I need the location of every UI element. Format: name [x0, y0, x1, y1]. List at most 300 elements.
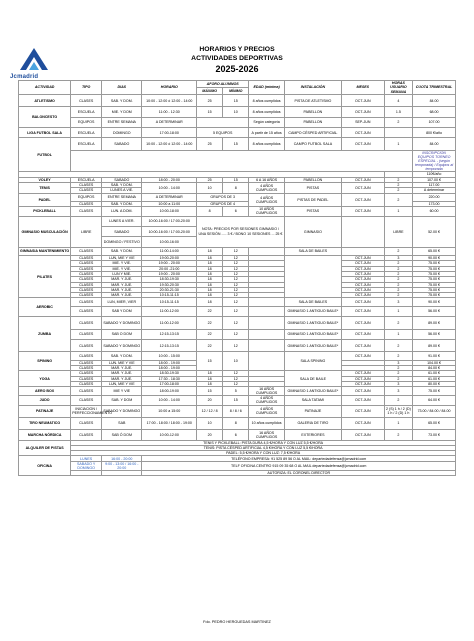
table-cell: 20 — [197, 430, 223, 440]
table-cell: 8 — [223, 182, 249, 193]
table-cell: 75.00 € — [413, 282, 456, 287]
table-cell: 800 €/año — [413, 128, 456, 138]
table-cell: 73.00 € — [413, 430, 456, 440]
table-cell — [249, 339, 285, 351]
table-cell: ESCUELA — [71, 128, 102, 138]
table-cell: 3 — [384, 298, 412, 306]
table-cell: CLASES — [71, 188, 102, 193]
table-cell: MIE Y VIE — [102, 387, 142, 396]
table-cell: 12 — [223, 277, 249, 282]
table-cell: LUN. MIE Y VIE — [102, 360, 142, 365]
activity-name: PATINAJE — [19, 405, 71, 417]
table-cell: 110€/año — [413, 172, 456, 177]
table-cell: 2 — [384, 177, 412, 182]
table-cell: CLASES — [71, 417, 102, 429]
table-cell: 12 — [223, 247, 249, 255]
table-row — [19, 471, 456, 476]
table-cell: 2 — [384, 430, 412, 440]
table-cell: EQUIPOS — [71, 117, 102, 127]
table-cell: CLASES — [71, 352, 102, 360]
table-cell: 18 — [197, 261, 223, 266]
table-cell: 1.5 — [384, 107, 412, 117]
table-cell: 10:00 - 14:00 — [142, 182, 197, 193]
table-cell: PISTAS — [284, 207, 341, 216]
table-cell: SALA DE BAILES — [284, 298, 341, 306]
table-cell: 4 AÑOS CUMPLIDOS — [249, 405, 285, 417]
table-cell: LIBRE — [384, 216, 412, 247]
table-cell: 65.00 € — [413, 417, 456, 429]
table-cell: 75.00 € — [413, 293, 456, 298]
table-cell: 19:00 - 20:00 — [142, 261, 197, 266]
table-cell: 8 años cumplidos — [249, 138, 285, 150]
table-cell: 22 — [197, 329, 223, 339]
table-cell: 18:00-19:00 — [142, 387, 197, 396]
activity-name: GIMNASIA MANTENIMIENTO — [19, 247, 71, 255]
table-cell: ENTRE SEMANA — [102, 117, 142, 127]
table-cell: OCT-JUN — [341, 287, 384, 292]
title-line-2: ACTIVIDADES DEPORTIVAS — [191, 55, 283, 62]
table-cell: 19:30-20:30 — [142, 282, 197, 287]
table-cell: 220.00 — [413, 193, 456, 201]
table-cell: 10:00 - 15:00 — [142, 352, 197, 360]
table-row — [19, 387, 456, 396]
table-cell: OCT-JUN — [341, 352, 384, 360]
table-cell: GIMNASIO 1 ANTIGUO BAILE* — [284, 387, 341, 396]
table-cell: 15 — [223, 138, 249, 150]
table-cell: 2 — [384, 271, 412, 276]
table-cell: 10 — [197, 182, 223, 193]
table-cell: SEP-JUN — [341, 117, 384, 127]
table-row — [19, 417, 456, 429]
table-cell: MAR. Y JUE. — [102, 277, 142, 282]
table-cell: 3 — [384, 387, 412, 396]
table-cell: LUN. A DOM. — [102, 207, 142, 216]
table-row — [19, 107, 456, 117]
header-aforo: AFORO ALUMNOS — [197, 81, 249, 88]
activity-name: YOGA — [19, 371, 71, 387]
table-cell: EQUIPOS — [71, 193, 102, 201]
table-cell: 12 — [223, 287, 249, 292]
table-cell: CLASES — [71, 182, 102, 187]
table-cell: 6 A 16 AÑOS — [249, 177, 285, 182]
table-cell — [102, 471, 142, 476]
table-cell: LUN, MIE Y VIE — [102, 256, 142, 261]
table-cell: 17:00-18:00 — [142, 128, 197, 138]
header-cuota: CUOTA TRIMESTRAL — [413, 81, 456, 95]
table-cell: MAR. Y JUE. — [102, 282, 142, 287]
table-cell: CLASES — [71, 271, 102, 276]
table-cell: CLASES — [71, 317, 102, 329]
table-cell — [71, 150, 413, 172]
activity-name: FUTBOL — [19, 138, 71, 172]
table-cell: 2 — [384, 287, 412, 292]
table-cell: 2 — [384, 193, 412, 207]
header-edad: EDAD (mínima) — [249, 81, 285, 95]
table-cell: 1 — [384, 207, 412, 216]
header-horario: HORARIO — [142, 81, 197, 95]
table-cell: 80.00 € — [413, 381, 456, 386]
table-cell: 17:00 - 18:00 / 18:00 - 19:00 — [142, 417, 197, 429]
table-cell: MAR. Y JUE. — [102, 287, 142, 292]
table-cell: SAB. Y DOM — [102, 396, 142, 405]
table-cell: 10:00-12:00 — [142, 430, 197, 440]
table-cell: SAB. Y DOM. — [102, 182, 142, 187]
activity-name: SPINING — [19, 352, 71, 371]
table-cell: CLASES — [71, 298, 102, 306]
table-cell: 117.00 — [413, 182, 456, 187]
table-cell: TELÉFONO EMPRESA: 91 525 89 56 O AL MAIL: departedadefensa@jcmadrid.com — [142, 456, 456, 461]
table-cell — [197, 117, 249, 127]
table-cell: OCT-JUN — [341, 405, 384, 417]
table-cell: 8 años cumplidos — [249, 95, 285, 107]
table-cell: OCT-JUN — [341, 107, 384, 117]
table-row — [19, 430, 456, 440]
table-cell: 8 — [223, 417, 249, 429]
table-cell: 3 — [384, 256, 412, 261]
table-cell: 22 — [197, 339, 223, 351]
table-cell: CLASES — [71, 247, 102, 255]
table-cell: 2 — [384, 376, 412, 381]
table-cell: 12 — [223, 376, 249, 381]
table-cell: 91.00 € — [413, 352, 456, 360]
table-cell: 5 — [223, 387, 249, 396]
table-cell: CLASES — [71, 266, 102, 271]
table-cell: 10:00-16:00 / 17:00-20:00 — [142, 226, 197, 236]
table-cell: LUNES A VIE. — [102, 188, 142, 193]
table-cell: DOMINGO / FESTIVO — [102, 237, 142, 247]
table-cell: 15 — [197, 387, 223, 396]
activity-name: AERO BOX — [19, 387, 71, 396]
table-cell: 18:00 - 19:00 — [142, 360, 197, 365]
table-cell: 2 — [384, 352, 412, 360]
header-meses: MESES — [341, 81, 384, 95]
table-row — [19, 150, 456, 172]
table-cell: MAR. Y JUE. — [102, 365, 142, 370]
table-cell: OCT-JUN — [341, 95, 384, 107]
table-cell: SAB. Y DOM. — [102, 247, 142, 255]
table-cell: 90.00 € — [413, 256, 456, 261]
table-cell: 17:30 - 18:30 — [142, 376, 197, 381]
table-cell: 18 — [197, 298, 223, 306]
table-cell: 18:00 - 19:00 — [142, 365, 197, 370]
table-cell: OCT-JUN — [341, 381, 384, 386]
table-cell: 15 — [197, 107, 223, 117]
table-cell: 4 AÑOS CUMPLIDOS — [249, 193, 285, 207]
table-cell: 11:00-12:00 — [142, 306, 197, 316]
table-cell: SALA TATAMI — [284, 396, 341, 405]
table-cell: PADEL: 5,5 €/HORA Y CON LUZ: 7,5 €/HORA — [71, 451, 456, 456]
table-cell: 10 — [223, 107, 249, 117]
table-cell: 1 — [384, 329, 412, 339]
table-cell: 18 — [197, 371, 223, 376]
table-cell — [341, 247, 384, 255]
table-row — [19, 117, 456, 127]
table-cell: 18:30-19:30 — [142, 277, 197, 282]
table-cell: 89.00 € — [413, 339, 456, 351]
table-cell: 10 AÑOS CUMPLIDOS — [249, 207, 285, 216]
table-cell: 12 — [223, 266, 249, 271]
table-cell: 25 — [197, 138, 223, 150]
table-cell: 1 — [384, 306, 412, 316]
table-cell: 68.00 — [413, 107, 456, 117]
table-row — [19, 306, 456, 316]
table-cell: OCT-JUN — [341, 306, 384, 316]
table-cell: 18 — [197, 376, 223, 381]
table-cell: 2 — [384, 339, 412, 351]
table-cell: OCT-JUN — [341, 256, 384, 261]
table-cell: 61.00 € — [413, 371, 456, 376]
table-cell: CLASES — [71, 381, 102, 386]
table-cell: 2 — [384, 277, 412, 282]
table-cell: 75.00 € — [413, 277, 456, 282]
activity-name: VOLEY — [19, 177, 71, 182]
table-cell: CLASES — [71, 282, 102, 287]
table-cell: CLASES — [71, 201, 102, 206]
table-cell: MIE. Y VIE. — [102, 266, 142, 271]
table-cell: 12 — [223, 329, 249, 339]
table-cell: GRUPOS DE 4 — [197, 201, 249, 206]
table-cell: GIMNASIO 1 ANTIGUO BAILE* — [284, 306, 341, 316]
table-cell: 20:30-21:30 — [142, 287, 197, 292]
table-cell — [341, 216, 384, 247]
schedule-body — [19, 95, 456, 476]
table-cell: 2 (S) 1 h / 2 (D) 1 h / 2 (D) 1 h — [384, 405, 412, 417]
table-cell: OCT-JUN — [341, 339, 384, 351]
table-cell: 2 — [384, 371, 412, 376]
table-cell: CLASES — [71, 277, 102, 282]
table-cell: A determinar — [413, 188, 456, 193]
activity-name: TIRO NEUMATICO — [19, 417, 71, 429]
table-cell: PABELLON — [284, 117, 341, 127]
title-year: 2025-2026 — [215, 64, 259, 74]
table-cell: 12 — [223, 293, 249, 298]
table-cell: OCT-JUN — [341, 193, 384, 207]
table-row — [19, 396, 456, 405]
table-cell: 10:15-11:15 — [142, 293, 197, 298]
table-cell: SAB. Y DOM. — [102, 352, 142, 360]
table-cell: GRUPOS DE 3 — [197, 193, 249, 201]
table-cell: SAB — [102, 417, 142, 429]
table-cell: SAB O DOM — [102, 329, 142, 339]
activity-name: PICKLEBALL — [19, 207, 71, 216]
table-cell: 17:00-18:00 — [142, 381, 197, 386]
activity-name: JUDO — [19, 396, 71, 405]
table-cell: CLASES — [71, 371, 102, 376]
title-line-1: HORARIOS Y PRECIOS — [199, 46, 275, 53]
table-cell: 6 — [223, 430, 249, 440]
table-cell: 12 / 12 / 8 — [197, 405, 223, 417]
table-cell: 4 AÑOS CUMPLIDOS — [249, 396, 285, 405]
table-cell: SALA SPINING — [284, 352, 341, 371]
table-cell: SABADO Y DOMINGO — [102, 317, 142, 329]
table-cell: 2 — [384, 266, 412, 271]
table-cell: 75.00 € — [413, 261, 456, 266]
table-cell: 19:00-20:00 — [142, 256, 197, 261]
table-cell: EXTERIORES — [284, 430, 341, 440]
table-cell: 61.00 € — [413, 376, 456, 381]
table-row — [19, 128, 456, 138]
table-cell: 15 — [197, 352, 223, 371]
table-cell: 2 — [384, 117, 412, 127]
table-cell: A DETERMINAR — [142, 117, 197, 127]
table-cell: ESCUELA — [71, 177, 102, 182]
table-cell: 2 — [384, 247, 412, 255]
table-cell: 12:15-13:15 — [142, 339, 197, 351]
table-cell: 84.00 — [413, 95, 456, 107]
table-cell: OCT-JUN — [341, 293, 384, 298]
table-cell: PATINAJE — [284, 405, 341, 417]
table-row — [19, 461, 456, 470]
table-cell: OCT-JUN — [341, 282, 384, 287]
table-cell: 11:00 - 12:30 — [142, 107, 197, 117]
table-cell: 5 EQUIPOS — [197, 128, 249, 138]
activity-name: TENIS — [19, 182, 71, 193]
table-cell: OCT-JUN — [341, 417, 384, 429]
table-cell: 10:15-11:15 — [142, 298, 197, 306]
table-cell: 10 años cumplidos — [249, 417, 285, 429]
table-cell: 18 — [197, 247, 223, 255]
table-cell: 8 / 8 / 6 — [223, 405, 249, 417]
table-cell: OCT-JUN — [341, 317, 384, 329]
table-cell: OCT-JUN — [341, 266, 384, 271]
table-cell: 56.00 € — [413, 329, 456, 339]
table-cell: 12 — [223, 271, 249, 276]
table-cell: 107.00 — [413, 117, 456, 127]
table-cell: 4 — [384, 95, 412, 107]
table-cell: SABADO — [102, 177, 142, 182]
table-cell: CAMPO CÉSPED ARTIFICIAL — [284, 128, 341, 138]
table-cell: LUN, MIE Y VIE — [102, 381, 142, 386]
table-row — [19, 95, 456, 107]
activity-name: LIGA FUTBOL SALA — [19, 128, 71, 138]
table-cell: 15 — [223, 95, 249, 107]
table-cell: CAMPO FUTBOL SALA — [284, 138, 341, 150]
table-cell: TENIS: PISTA CÉSPED ARTIFICIAL 4,5 €/HORA Y CON LUZ 5,5 €/HORA — [71, 445, 456, 450]
table-cell: 12 — [223, 317, 249, 329]
table-cell — [71, 471, 102, 476]
table-cell: 16 AÑOS CUMPLIDOS — [249, 387, 285, 396]
header-dias: DIAS — [102, 81, 142, 95]
table-cell: 104.00 € — [413, 360, 456, 365]
table-cell — [249, 329, 285, 339]
table-cell: PISTAS DE PADEL — [284, 193, 341, 207]
table-cell: OCT-JUN — [341, 182, 384, 193]
table-cell: 10:00-16:00 — [142, 237, 197, 247]
table-cell: 12 — [223, 298, 249, 306]
table-cell: 2 — [384, 317, 412, 329]
table-cell: SALA DE BAILE — [284, 371, 341, 387]
table-cell: OCT-JUN — [341, 277, 384, 282]
table-cell — [384, 128, 412, 138]
table-cell: OCT-JUN — [341, 271, 384, 276]
table-cell: 18 — [197, 293, 223, 298]
table-cell: OCT-JUN — [341, 329, 384, 339]
table-cell: SABADO Y DOMINGO — [71, 461, 102, 470]
table-cell: GIMNASIO 1 ANTIGUO BAILE* — [284, 329, 341, 339]
table-cell: ENTRE SEMANA — [102, 193, 142, 201]
table-cell: 4 AÑOS CUMPLIDOS — [249, 182, 285, 193]
table-cell: 2 — [384, 293, 412, 298]
activity-name: ALQUILER DE PISTAS — [19, 440, 71, 456]
table-cell: 18 — [197, 266, 223, 271]
table-cell: CLASES — [71, 207, 102, 216]
table-cell: 75.00 € — [413, 287, 456, 292]
header-horas: HORAS USUARIO SEMANA — [384, 81, 412, 95]
table-cell: 25 — [197, 95, 223, 107]
table-cell: 16:00 - 20:00 — [102, 456, 142, 461]
activity-name: BALONCESTO — [19, 107, 71, 128]
table-cell — [284, 256, 341, 298]
table-cell: CLASES — [71, 365, 102, 370]
table-cell: 173.00 — [413, 201, 456, 206]
table-cell: SABADO — [102, 138, 142, 150]
table-cell: CLASES — [71, 430, 102, 440]
table-cell: 18:00 - 20:00 — [142, 177, 197, 182]
table-cell: 12 — [223, 371, 249, 376]
table-row — [19, 193, 456, 201]
table-cell: LUNES — [71, 456, 102, 461]
table-cell: LUN Y MIE. — [102, 271, 142, 276]
table-cell: GIMNASIO 1 ANTIGUO BAILE* — [284, 339, 341, 351]
table-cell: 15 — [223, 177, 249, 182]
activity-name: OFICINA — [19, 456, 71, 476]
table-cell: CLASES — [71, 261, 102, 266]
activity-name: MARCHA NÓRDICA — [19, 430, 71, 440]
table-cell: 18 — [197, 287, 223, 292]
table-cell: 10:00 a 15:00 — [142, 405, 197, 417]
table-cell: MAR. Y JUE. — [102, 376, 142, 381]
table-cell: 64.00 € — [413, 396, 456, 405]
table-cell: 56.00 € — [413, 306, 456, 316]
table-cell: 10:00-18:00 — [142, 207, 197, 216]
table-cell — [249, 298, 285, 306]
table-cell: LUNES A VIER. — [102, 216, 142, 226]
table-cell: 19:00 - 20:00 — [142, 271, 197, 276]
table-cell: 52.00 € — [413, 216, 456, 247]
table-cell: 75.00 € — [413, 387, 456, 396]
table-cell: TENIS Y PICKLEBALL: PISTA DURA 4,5 €/HORA Y CON LUZ 5,5 €/HORA — [71, 440, 456, 445]
table-cell: 10:00 a 11:00 — [142, 201, 197, 206]
table-cell: 107.00 € — [413, 177, 456, 182]
table-cell: 90.00 € — [413, 298, 456, 306]
table-cell: CLASES — [71, 396, 102, 405]
table-cell: 15 — [223, 396, 249, 405]
table-cell: ESCUELA — [71, 107, 102, 117]
signature-name: Fdo. PEDRO HERGUEDAS MARTINEZ — [203, 620, 271, 624]
table-cell: INICIACION / PERFECCIONAMIENTO — [71, 405, 102, 417]
logo-text: Jcmadrid — [10, 74, 39, 80]
table-cell: OCT-JUN — [341, 261, 384, 266]
table-cell: OCT-JUN — [341, 298, 384, 306]
table-cell — [249, 352, 285, 371]
table-cell: OCT-JUN — [341, 207, 384, 216]
table-cell: NOTA: PRECIOS POR SESIONES GIMNASIO / UNA SESIÓN ..... 3 € / BONO 10 SESIONES ... 25 € — [197, 216, 285, 247]
table-cell: 10:00-16:00 / 17:00-20:00 — [142, 216, 197, 226]
table-cell: 2 — [384, 182, 412, 187]
table-cell — [249, 317, 285, 329]
table-cell: 8 — [197, 207, 223, 216]
activity-name: GIMNASIO MUSCULACIÓN — [19, 216, 71, 247]
table-cell: 18 — [197, 381, 223, 386]
table-cell: CLASES — [71, 387, 102, 396]
table-cell: 22 — [197, 317, 223, 329]
table-cell: SABADO — [102, 226, 142, 236]
table-cell: 10 — [197, 417, 223, 429]
table-cell: CLASES — [71, 287, 102, 292]
table-cell: 6 — [223, 207, 249, 216]
table-cell: GIMNASIO 1 ANTIGUO BAILE* — [284, 317, 341, 329]
table-cell: 60.00 — [413, 207, 456, 216]
